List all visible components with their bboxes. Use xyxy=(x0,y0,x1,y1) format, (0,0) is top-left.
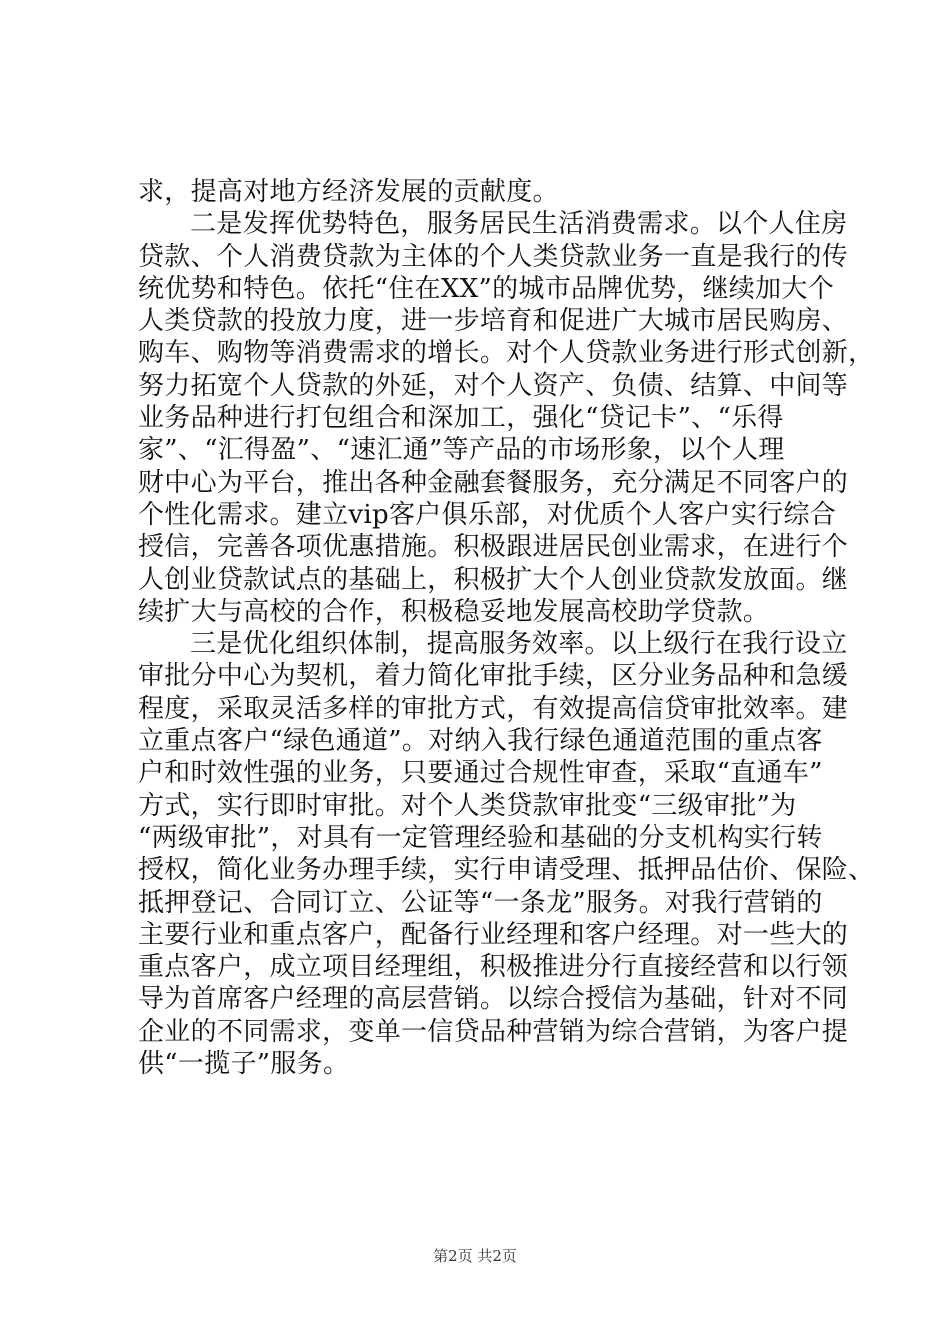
text-line: 购车、购物等消费需求的增长。对个人贷款业务进行形式创新， xyxy=(138,338,875,369)
text-line: 人创业贷款试点的基础上，积极扩大个人创业贷款发放面。继 xyxy=(138,564,849,595)
text-line: 二是发挥优势特色，服务居民生活消费需求。以个人住房 xyxy=(190,209,848,240)
document-body xyxy=(138,176,875,1080)
text-line: 企业的不同需求，变单一信贷品种营销为综合营销，为客户提 xyxy=(138,1016,849,1047)
text-line: 贷款、个人消费贷款为主体的个人类贷款业务一直是我行的传 xyxy=(138,241,849,272)
text-line: 人类贷款的投放力度，进一步培育和促进广大城市居民购房、 xyxy=(138,306,849,337)
text-line: 方式，实行即时审批。对个人类贷款审批变“三级审批”为 xyxy=(138,790,797,821)
text-line: 重点客户，成立项目经理组，积极推进分行直接经营和以行领 xyxy=(138,952,849,983)
text-line: 程度，采取灵活多样的审批方式，有效提高信贷审批效率。建 xyxy=(138,693,849,724)
text-line: 主要行业和重点客户，配备行业经理和客户经理。对一些大的 xyxy=(138,919,849,950)
text-line: 家”、“汇得盈”、“速汇通”等产品的市场形象，以个人理 xyxy=(138,435,785,466)
text-line: 供“一揽子”服务。 xyxy=(138,1049,350,1080)
text-line: 授信，完善各项优惠措施。积极跟进居民创业需求，在进行个 xyxy=(138,532,849,563)
text-line: 授权，简化业务办理手续，实行申请受理、抵押品估价、保险、 xyxy=(138,855,875,886)
text-line: 三是优化组织体制，提高服务效率。以上级行在我行设立 xyxy=(190,629,848,660)
text-line: 续扩大与高校的合作，积极稳妥地发展高校助学贷款。 xyxy=(138,596,770,627)
page-number-footer: 第2页 共2页 xyxy=(433,1247,517,1265)
text-line: 财中心为平台，推出各种金融套餐服务，充分满足不同客户的 xyxy=(138,467,849,498)
text-line: 统优势和特色。依托“住在XX”的城市品牌优势，继续加大个 xyxy=(138,273,835,304)
text-line: 业务品种进行打包组合和深加工，强化“贷记卡”、“乐得 xyxy=(138,403,784,434)
text-line: 立重点客户“绿色通道”。对纳入我行绿色通道范围的重点客 xyxy=(138,726,823,757)
text-line: 户和时效性强的业务，只要通过合规性审查，采取“直通车” xyxy=(138,758,823,789)
text-line: 导为首席客户经理的高层营销。以综合授信为基础，针对不同 xyxy=(138,984,849,1015)
text-line: 审批分中心为契机，着力简化审批手续，区分业务品种和急缓 xyxy=(138,661,849,692)
text-line: 求，提高对地方经济发展的贡献度。 xyxy=(138,177,559,207)
text-line: “两级审批”，对具有一定管理经验和基础的分支机构实行转 xyxy=(138,822,823,853)
text-line: 抵押登记、合同订立、公证等“一条龙”服务。对我行营销的 xyxy=(138,887,823,918)
text-line: 努力拓宽个人贷款的外延，对个人资产、负债、结算、中间等 xyxy=(138,370,849,401)
text-line: 个性化需求。建立vip客户俱乐部，对优质个人客户实行综合 xyxy=(138,499,837,530)
